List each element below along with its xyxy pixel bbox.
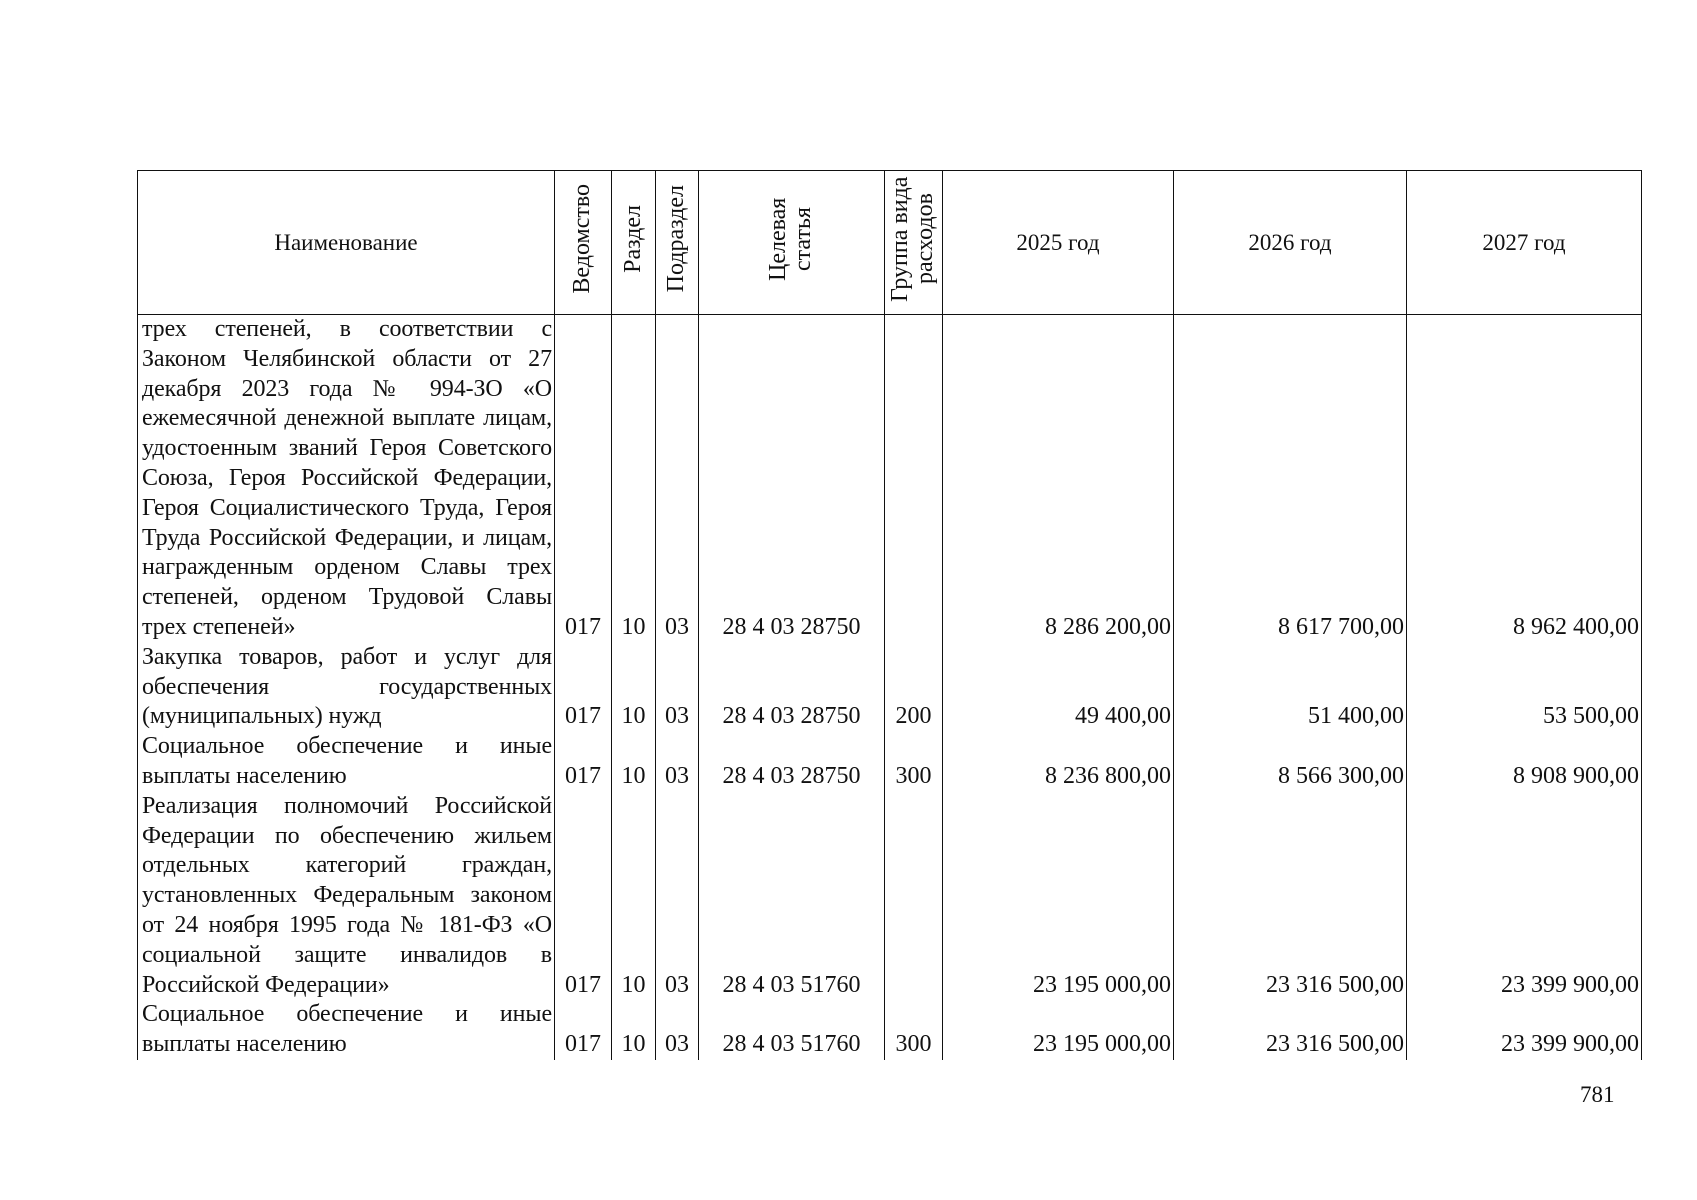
cell-name: трех степеней, в соответствии с Законом Челябинской области от 27 декабря 2023 года № 994-ЗО «О ежемесячной денежной выплате лицам, удостоенным званий Героя Советского Союза, Героя Российской Федерации, Героя Социалистического Труда, Героя Труда Российской Федерации, и лицам, награжденным орденом Славы трех степеней, орденом Трудовой Славы трех степеней» (138, 315, 555, 643)
header-razdel: Раздел (612, 171, 656, 315)
cell-podrazdel: 03 (656, 315, 699, 643)
cell-name: Социальное обеспечение и иные выплаты населению (138, 732, 555, 792)
cell-podrazdel: 03 (656, 732, 699, 792)
page-number: 781 (1580, 1082, 1615, 1107)
cell-podrazdel: 03 (656, 1000, 699, 1060)
header-vedomstvo: Ведомство (555, 171, 612, 315)
header-name: Наименование (138, 171, 555, 315)
header-2025: 2025 год (943, 171, 1174, 315)
cell-2025: 8 236 800,00 (943, 732, 1174, 792)
table-row (138, 1000, 1642, 1060)
cell-2025: 23 195 000,00 (943, 792, 1174, 1001)
table-row (138, 643, 1642, 732)
cell-vedomstvo: 017 (555, 315, 612, 643)
cell-vedomstvo: 017 (555, 732, 612, 792)
cell-vedomstvo: 017 (555, 1000, 612, 1060)
cell-name: Закупка товаров, работ и услуг для обеспечения государственных (муниципальных) нужд (138, 643, 555, 732)
cell-name: Реализация полномочий Российской Федерации по обеспечению жильем отдельных категорий граждан, установленных Федеральным законом от 24 ноября 1995 года № 181-ФЗ «О социальной защите инвалидов в Российской Федерации» (138, 792, 555, 1001)
cell-2026: 51 400,00 (1174, 643, 1407, 732)
cell-2026: 23 316 500,00 (1174, 1000, 1407, 1060)
cell-2027: 23 399 900,00 (1407, 792, 1642, 1001)
cell-podrazdel: 03 (656, 792, 699, 1001)
cell-2025: 23 195 000,00 (943, 1000, 1174, 1060)
table-header-row (138, 171, 1642, 315)
header-podrazdel: Подраздел (656, 171, 699, 315)
cell-target: 28 4 03 28750 (699, 643, 885, 732)
cell-razdel: 10 (612, 792, 656, 1001)
cell-2027: 23 399 900,00 (1407, 1000, 1642, 1060)
table-row (138, 792, 1642, 1001)
cell-razdel: 10 (612, 315, 656, 643)
cell-group (885, 792, 943, 1001)
cell-name: Социальное обеспечение и иные выплаты населению (138, 1000, 555, 1060)
cell-2027: 8 962 400,00 (1407, 315, 1642, 643)
cell-vedomstvo: 017 (555, 792, 612, 1001)
header-2026: 2026 год (1174, 171, 1407, 315)
cell-razdel: 10 (612, 643, 656, 732)
cell-group: 300 (885, 1000, 943, 1060)
cell-group (885, 315, 943, 643)
cell-group: 300 (885, 732, 943, 792)
cell-podrazdel: 03 (656, 643, 699, 732)
header-2027: 2027 год (1407, 171, 1642, 315)
cell-2025: 8 286 200,00 (943, 315, 1174, 643)
cell-2026: 23 316 500,00 (1174, 792, 1407, 1001)
table-row (138, 732, 1642, 792)
cell-target: 28 4 03 51760 (699, 792, 885, 1001)
cell-target: 28 4 03 51760 (699, 1000, 885, 1060)
cell-2027: 8 908 900,00 (1407, 732, 1642, 792)
cell-group: 200 (885, 643, 943, 732)
cell-2026: 8 566 300,00 (1174, 732, 1407, 792)
cell-2026: 8 617 700,00 (1174, 315, 1407, 643)
header-group: Группа вида расходов (885, 171, 943, 315)
cell-target: 28 4 03 28750 (699, 315, 885, 643)
table-row (138, 315, 1642, 643)
cell-razdel: 10 (612, 732, 656, 792)
cell-2025: 49 400,00 (943, 643, 1174, 732)
budget-table (137, 170, 1642, 1060)
cell-vedomstvo: 017 (555, 643, 612, 732)
header-target: Целевая статья (699, 171, 885, 315)
cell-2027: 53 500,00 (1407, 643, 1642, 732)
cell-razdel: 10 (612, 1000, 656, 1060)
cell-target: 28 4 03 28750 (699, 732, 885, 792)
